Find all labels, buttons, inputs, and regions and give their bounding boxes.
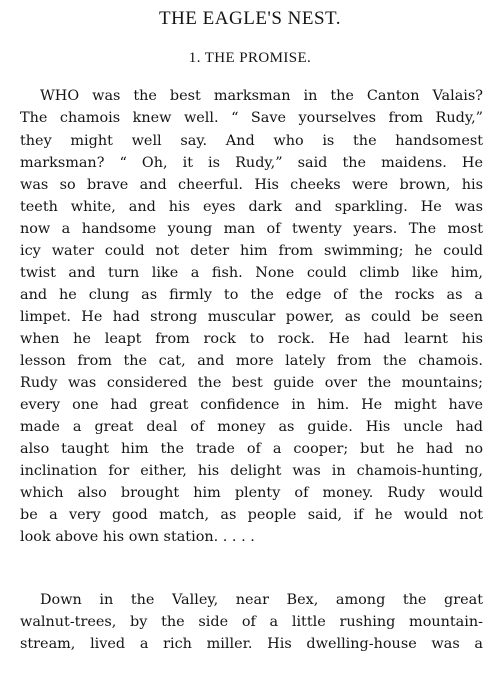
text-line: inclination for either, his delight was in chamois-hunting, bbox=[20, 463, 483, 479]
text-line: Down in the Valley, near Bex, among the great bbox=[40, 592, 483, 608]
text-line: icy water could not deter him from swimming; he could bbox=[20, 243, 483, 259]
text-line: walnut-trees, by the side of a little rushing mountain- bbox=[20, 614, 483, 630]
text-line: and he clung as firmly to the edge of the rocks as a bbox=[20, 287, 483, 303]
text-line: now a handsome young man of twenty years. The most bbox=[20, 221, 483, 237]
text-line: which also brought him plenty of money. Rudy would bbox=[20, 485, 483, 501]
text-line: look above his own station. . . . . bbox=[20, 529, 255, 545]
text-line: stream, lived a rich miller. His dwelling-house was a bbox=[20, 636, 483, 652]
text-line: teeth white, and his eyes dark and sparkling. He was bbox=[20, 199, 483, 215]
text-line: was so brave and cheerful. His cheeks were brown, his bbox=[20, 177, 483, 193]
text-line: made a great deal of money as guide. His uncle had bbox=[20, 419, 483, 435]
section-heading: 1. THE PROMISE. bbox=[188, 50, 312, 66]
text-line: The chamois knew well. “ Save yourselves from Rudy,” bbox=[20, 110, 483, 126]
text-line: every one had great confidence in him. He might have bbox=[20, 397, 483, 413]
text-line: be a very good match, as people said, if he would not bbox=[20, 507, 483, 523]
text-line: limpet. He had strong muscular power, as could be seen bbox=[20, 309, 483, 325]
text-line: WHO was the best marksman in the Canton Valais? bbox=[40, 88, 483, 104]
text-line: when he leapt from rock to rock. He had learnt his bbox=[20, 331, 483, 347]
chapter-title: THE EAGLE'S NEST. bbox=[158, 8, 342, 29]
text-line: Rudy was considered the best guide over the mountains; bbox=[20, 375, 483, 391]
text-line: twist and turn like a fish. None could climb like him, bbox=[20, 265, 483, 281]
text-line: they might well say. And who is the handsomest bbox=[20, 133, 483, 149]
text-line: also taught him the trade of a cooper; but he had no bbox=[20, 441, 483, 457]
text-line: marksman? “ Oh, it is Rudy,” said the maidens. He bbox=[20, 155, 483, 171]
text-line: lesson from the cat, and more lately from the chamois. bbox=[20, 353, 483, 369]
